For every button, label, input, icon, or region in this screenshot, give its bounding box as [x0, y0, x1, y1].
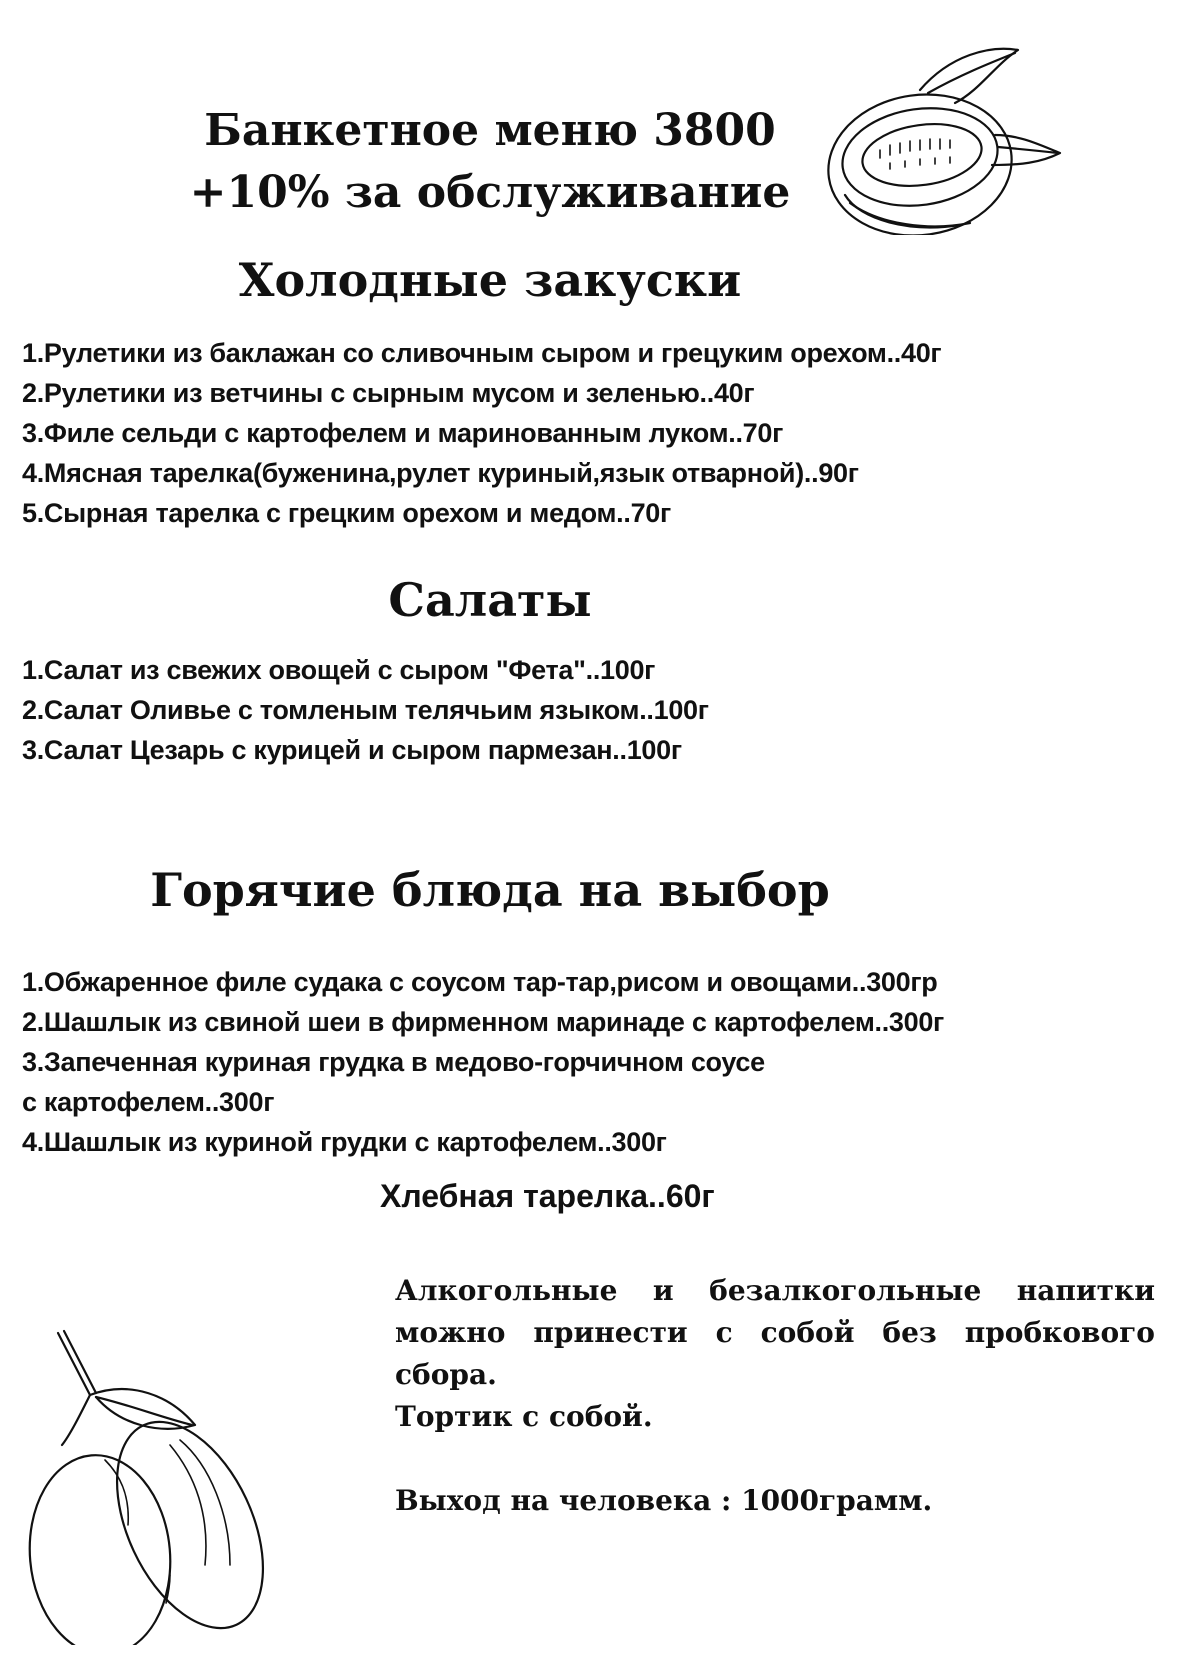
list-item: 1.Рулетики из баклажан со сливочным сыром и грецуким орехом..40г	[22, 338, 942, 368]
cold-appetizers-list	[22, 333, 941, 533]
portion-note: Выход на человека : 1000грамм.	[395, 1484, 933, 1517]
list-item: 4.Шашлык из куриной грудки с картофелем..300г	[22, 1127, 667, 1157]
section-title-cold: Холодные закуски	[238, 253, 742, 307]
section-title-salads: Салаты	[388, 573, 592, 627]
mango-icon	[20, 1325, 300, 1645]
coconut-icon	[820, 35, 1120, 235]
list-item: 3.Запеченная куриная грудка в медово-горчичном соусе	[22, 1047, 765, 1077]
list-item: 4.Мясная тарелка(буженина,рулет куриный,язык отварной)..90г	[22, 458, 859, 488]
list-item: 5.Сырная тарелка с грецким орехом и медом..70г	[22, 498, 671, 528]
list-item: 3.Филе сельди с картофелем и маринованным луком..70г	[22, 418, 784, 448]
cake-note: Тортик с собой.	[395, 1400, 653, 1433]
hot-dishes-list	[22, 962, 944, 1162]
section-title-hot: Горячие блюда на выбор	[150, 863, 830, 917]
drinks-note: Алкогольные и безалкогольные напитки можно принести с собой без пробкового сбора.	[395, 1274, 1155, 1391]
list-item: 1.Салат из свежих овощей с сыром "Фета"..100г	[22, 655, 656, 685]
menu-title-line1: Банкетное меню 3800	[204, 105, 776, 156]
salads-list	[22, 650, 709, 770]
list-item: 3.Салат Цезарь с курицей и сыром пармезан..100г	[22, 735, 682, 765]
list-item: с картофелем..300г	[22, 1087, 275, 1117]
list-item: 2.Шашлык из свиной шеи в фирменном маринаде с картофелем..300г	[22, 1007, 944, 1037]
list-item: 2.Рулетики из ветчины с сырным мусом и зеленью..40г	[22, 378, 755, 408]
list-item: 1.Обжаренное филе судака с соусом тар-тар,рисом и овощами..300гр	[22, 967, 938, 997]
notes-block	[395, 1270, 1155, 1522]
list-item: 2.Салат Оливье с томленым телячьим языком..100г	[22, 695, 709, 725]
menu-title-line2: +10% за обслуживание	[189, 167, 791, 218]
bread-plate: Хлебная тарелка..60г	[380, 1178, 715, 1214]
